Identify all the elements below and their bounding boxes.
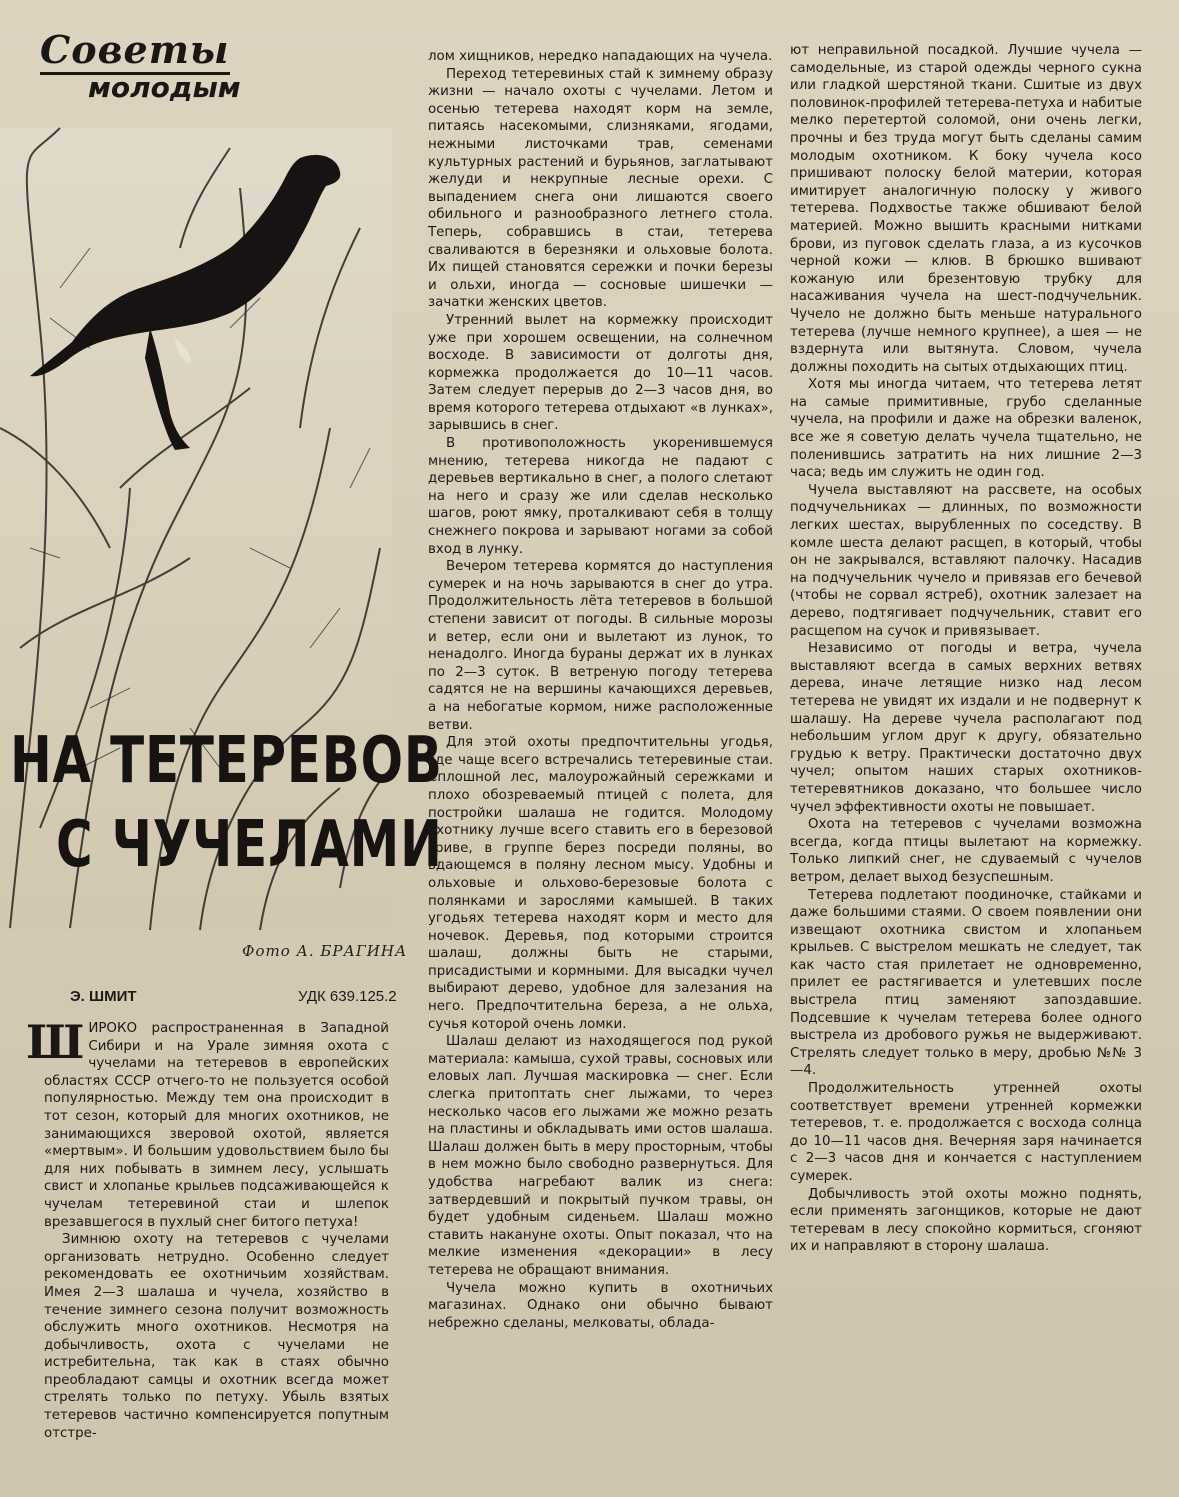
- rubric: [40, 28, 360, 108]
- text-column-3: [790, 42, 1142, 1256]
- headline-line-2: С ЧУЧЕЛАМИ: [56, 808, 443, 882]
- rubric-script: Советы: [40, 28, 230, 75]
- paragraph: Утренний вылет на кормежку происходит уже при хорошем освещении, на солнечном восходе. В зависимости от долготы дня, кормежка продолжается до 10—11 часов. Затем следует перерыв до 2—3 часов дня, во время которого тетерева отдыхают «в лунках», зарывшись в снег.: [428, 312, 773, 434]
- rubric-bold: молодым: [88, 71, 241, 104]
- paragraph: Шалаш делают из находящегося под рукой материала: камыша, сухой травы, сосновых или еловых лап. Лучшая маскировка — снег. Если слегка притоптать снег лыжами, то через несколько часов его лыжами же можно резать на пластины и обкладывать ими остов шалаша. Шалаш должен быть в меру просторным, чтобы в нем можно было свободно развернуться. Для удобства нагребают валик из снега: затвердевший и покрытый пучком травы, он будет удобным сиденьем. Шалаш можно ставить накануне охоты. Опыт показал, что на мелкие изменения «декорации» в лесу тетерева не обращают внимания.: [428, 1034, 773, 1278]
- paragraph: Для этой охоты предпочтительны угодья, где чаще всего встречались тетеревиные стаи. Сплошной лес, малоурожайный сережками и плохо обозреваемый птицей с полета, для постройки шалаша не годится. Молодому охотнику лучше всего ставить его в березовой гриве, в группе берез посреди поляны, во вдающемся в поляну лесном мысу. Удобны и ольховые и ольхово-березовые болота с полянками и зарослями камышей. В таких угодьях тетерева находят корм и место для ночевок. Деревья, под которыми строится шалаш, должны быть не старыми, присадистыми и кормными. Для высадки чучел выбирают дерево, удобное для залезания на него. Предпочтительна береза, а не ольха, сучья которой очень ломки.: [428, 735, 773, 1032]
- paragraph-text: ИРОКО распространенная в Западной Сибири и на Урале зимняя охота с чучелами на тетеревов в европейских областях СССР отчего-то не пользуется особой популярностью. Между тем она происходит в тот сезон, который для многих охотников, не занимающихся зверовой охотой, является «мертвым». И большим удовольствием было бы для них побывать в зимнем лесу, услышать свист и хлопанье крыльев подсаживающейся к чучелам тетеревиной стаи и шлепок врезавшегося в пухлый снег битого петуха!: [44, 1021, 389, 1230]
- black-grouse-photo: [0, 128, 443, 930]
- paragraph: Вечером тетерева кормятся до наступления сумерек и на ночь зарываются в снег до утра. Продолжительность лёта тетеревов в большой степени зависит от погоды. В сильные морозы и ветер, если они и вылетают из лунок, то ненадолго. Иногда бураны держат их в лунках по 2—3 суток. В ветреную погоду тетерева садятся не на вершины качающихся деревьев, а на небогатые кормом, ниже расположенные ветви.: [428, 559, 773, 733]
- paragraph: Независимо от погоды и ветра, чучела выставляют всегда в самых верхних ветвях дерева, иначе летящие низко над лесом тетерева не увидят их издали и не подвернут к шалашу. На дереве чучела располагают под небольшим углом друг к другу, обязательно грудью к ветру. Практически достаточно двух чучел; опытом наших старых охотников-тетеревятников доказано, что большее число чучел эффективности охоты не повышает.: [790, 641, 1142, 815]
- photo-credit: Фото А. БРАГИНА: [242, 942, 408, 960]
- paragraph: В противоположность укоренившемуся мнению, тетерева никогда не падают с деревьев вертикально в снег, а полого слетают на него и сразу же или сделав несколько шагов, роют ямку, проталкивают себя в толщу снежнего покрова и зарывают ногами за собой вход в лунку.: [428, 436, 773, 557]
- paragraph: Тетерева подлетают поодиночке, стайками и даже большими стаями. О своем появлении они извещают охотника свистом и хлопаньем крыльев. С выстрелом мешкать не следует, так как часто стая прилетает не одновременно, прилет ее растягивается и улетевших после выстрела птиц заменяют запоздавшие. Подсевшие к чучелам тетерева более одного выстрела из дробового ружья не выдерживают. Стрелять следует только в меру, дробью №№ 3—4.: [790, 887, 1142, 1079]
- paragraph: Чучела выставляют на рассвете, на особых подчучельниках — длинных, по возможности легких шестах, вырубленных по соседству. В комле шеста делают расщеп, в который, чтобы он не закрывался, вставляют палочку. Насадив на подчучельник чучело и привязав его бечевой (чтобы не сорвал ястреб), охотник залезает на дерево, подтягивает подчучельник, ставит его расщепом на сучок и привязывает.: [790, 482, 1142, 639]
- headline-line-1: НА ТЕТЕРЕВОВ: [10, 724, 443, 798]
- paragraph: Хотя мы иногда читаем, что тетерева летят на самые примитивные, грубо сделанные чучела, на профили и даже на обрезки валенок, все же я советую делать чучела тщательно, не поленившись затратить на них лишние 2—3 часа; ведь им служить не один год.: [790, 377, 1142, 481]
- paragraph: ют неправильной посадкой. Лучшие чучела — самодельные, из старой одежды черного сукна или гладкой шерстяной ткани. Сшитые из двух половинок-профилей тетерева-петуха и набитые мелко перетертой соломой, они очень легки, прочны и без труда могут быть сделаны самим молодым охотником. К боку чучела косо пришивают полоску белой материи, которая имитирует аналогичную полоску у живого тетерева. Подхвостье также обшивают белой материей. Можно вышить красными нитками брови, из пуговок сделать глаза, а из кусочков черной кожи — клюв. В брюшко вшивают кожаную или брезентовую трубку для насаживания чучела на шест-подчучельник. Чучело не должно быть меньше натурального тетерева (лучше немного крупнее), а шея — не вздернута или вытянута. Словом, чучела должны походить на сытых отдыхающих птиц.: [790, 43, 1142, 375]
- paragraph: [26, 1015, 389, 1231]
- drop-cap: Ш: [26, 1015, 85, 1069]
- paragraph: лом хищников, нередко нападающих на чучела.: [428, 49, 773, 64]
- paragraph: Зимнюю охоту на тетеревов с чучелами организовать нетрудно. Особенно следует рекомендовать ее охотничьим хозяйствам. Имея 2—3 шалаша и чучела, хозяйство в течение зимнего сезона получит возможность обслужить много охотников. Несмотря на добычливость, охота с чучелами не истребительна, так как в стаях обычно преобладают самцы и охотник всегда может стрелять только по петуху. Убыль взятых тетеревов частично компенсируется попутным отстре-: [44, 1232, 389, 1441]
- author-name: Э. ШМИТ: [70, 988, 137, 1005]
- paragraph: Добычливость этой охоты можно поднять, если применять загонщиков, которые не дают тетеревам в лесу спокойно кормиться, сгоняют их и направляют в сторону шалаша.: [790, 1186, 1142, 1255]
- text-column-2: [428, 48, 773, 1332]
- paragraph: Чучела можно купить в охотничьих магазинах. Однако они обычно бывают небрежно сделаны, мелковаты, облада-: [428, 1280, 773, 1331]
- udk-code: УДК 639.125.2: [298, 988, 397, 1005]
- paragraph: Переход тетеревиных стай к зимнему образу жизни — начало охоты с чучелами. Летом и осенью тетерева находят корм на земле, питаясь насекомыми, слизняками, ягодами, нежными листочками трав, семенами культурных растений и бурьянов, заглатывают желуди и некрупные лесные орехи. С выпадением снега они лишаются своего обильного и разнообразного летнего стола. Теперь, собравшись в стаи, тетерева сваливаются в березняки и ольховые болота. Их пищей становятся сережки и почки березы и ольхи, иногда — сосновые шишечки — зачатки женских цветов.: [428, 66, 773, 311]
- paragraph: Охота на тетеревов с чучелами возможна всегда, когда птицы вылетают на кормежку. Только липкий снег, не сдуваемый с чучелов ветром, делает выход безуспешным.: [790, 817, 1142, 885]
- text-column-1: [26, 1015, 389, 1442]
- paragraph: Продолжительность утренней охоты соответствует времени утренней кормежки тетеревов, т. е. продолжается с восхода солнца до 10—11 часов дня. Вечерняя заря начинается с 2—3 часов дня и кончается с наступлением сумерек.: [790, 1081, 1142, 1184]
